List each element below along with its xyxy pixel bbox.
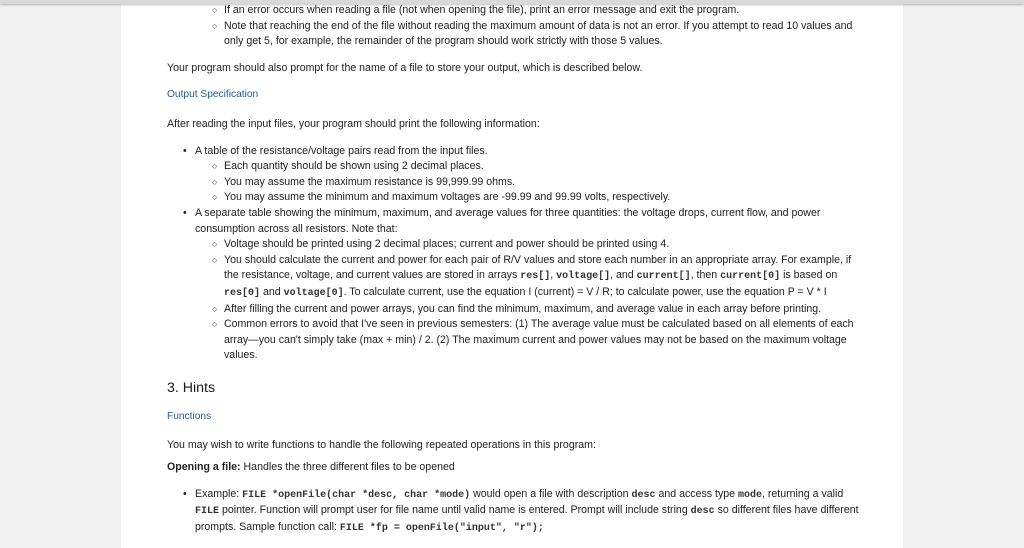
list-item: ○ Common errors to avoid that I've seen in previous semesters: (1) The average value must be calculated based on all elements of each array—you can't simply take (max + min) / 2. (2) The maximum current and power values may not be based on the maximum voltage values. [212,318,854,362]
list-item: • A separate table showing the minimum, maximum, and average values for three quantities: the voltage drops, current flow, and power consumption across all resistors. Note that: [183,206,821,235]
viewer-top-bar [0,0,1024,4]
functions-heading: Functions [167,410,212,422]
hollow-bullet-icon: ○ [212,254,218,265]
hollow-bullet-icon: ○ [212,176,218,187]
hollow-bullet-icon: ○ [212,319,218,330]
hollow-bullet-icon: ○ [212,239,218,250]
output-spec-heading: Output Specification [167,89,259,101]
list-item: • Example: FILE *openFile(char *desc, char *mode) would open a file with description desc and access type mode, returning a valid FILE pointer. Function will prompt user for file name until valid name is entered. Prompt will include string desc so different files have different prompts. Sample function call: FILE *fp = openFile("input", "r"); [183,487,859,534]
list-item: ○ Each quantity should be shown using 2 decimal places. [167,159,867,175]
prompt-output-paragraph: Your program should also prompt for the name of a file to store your output, which is described below. [167,61,643,74]
opening-file-paragraph: Opening a file: Handles the three different files to be opened [167,461,455,474]
hints-heading: 3. Hints [167,379,216,396]
hollow-bullet-icon: ○ [212,192,218,203]
bullet-icon: • [183,144,187,157]
functions-paragraph: You may wish to write functions to handle the following repeated operations in this program: [167,439,596,452]
hollow-bullet-icon: ○ [212,20,218,31]
list-item: ○ You may assume the maximum resistance is 99,999.99 ohms. [167,175,867,191]
list-item: ○ You may assume the minimum and maximum voltages are -99.99 and 99.99 volts, respectively. [167,190,867,206]
document-page [121,0,903,548]
after-reading-paragraph: After reading the input files, your program should print the following information: [167,117,540,130]
list-item: • A table of the resistance/voltage pairs read from the input files. [167,144,867,160]
example-list [167,487,867,537]
hollow-bullet-icon: ○ [212,161,218,172]
list-item: ○ If an error occurs when reading a file (not when opening the file), print an error message and exit the program. [167,3,867,19]
error-notes-list [167,3,867,50]
list-item: ○ Note that reaching the end of the file without reading the maximum amount of data is not an error. If you attempt to read 10 values and only get 5, for example, the remainder of the program should work strictly with those 5 values. [212,19,853,48]
bullet-icon: • [183,487,187,500]
hollow-bullet-icon: ○ [212,5,218,15]
hollow-bullet-icon: ○ [212,303,218,314]
list-item: ○ You should calculate the current and power for each pair of R/V values and store each number in an appropriate array. For example, if the resistance, voltage, and current values are stored in arrays res[], voltage[], and current[], then current[0] is based on res[0] and voltage[0]. To calculate current, use the equation I (current) = V / R; to calculate power, use the equation P = V * I [212,253,852,299]
list-item: ○ Voltage should be printed using 2 decimal places; current and power should be printed using 4. [167,237,867,253]
bullet-icon: • [183,206,187,219]
list-item: ○ After filling the current and power arrays, you can find the minimum, maximum, and average value in each array before printing. [167,302,867,318]
document-content [167,3,867,536]
output-requirements-list [167,144,867,364]
